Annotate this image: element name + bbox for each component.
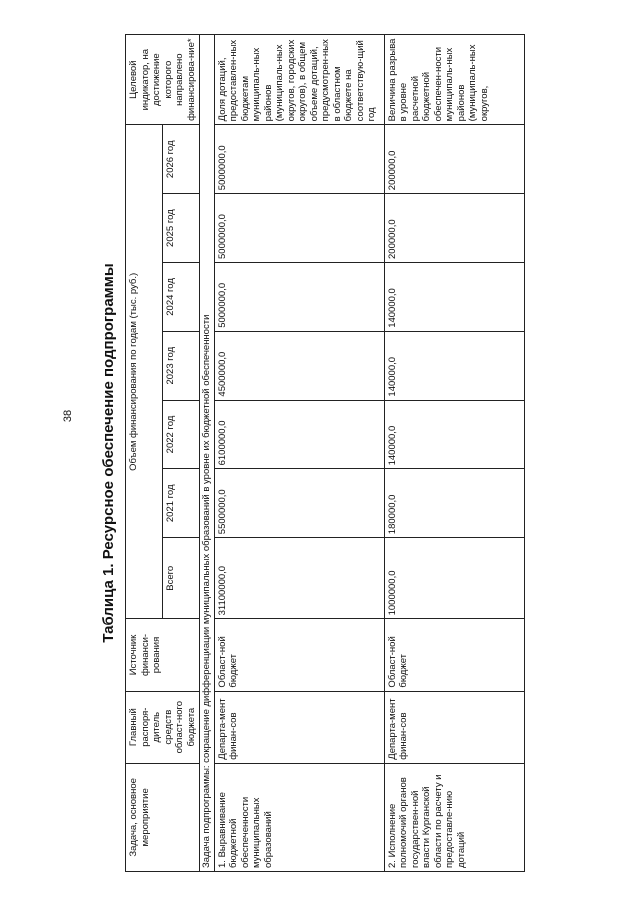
task-cell <box>214 763 384 871</box>
indicator-cell: Доля дотаций, предоставлен-ных бюджетам муниципаль-ных районов (муниципаль-ных округов, городских округов), в общем объеме дотаций, предусмотрен-ных в областном бюджете на соответствую-щий год <box>214 35 384 125</box>
table-title: Таблица 1. Ресурсное обеспечение подпрограммы <box>100 263 117 643</box>
total-cell: 31100000,0 <box>214 538 384 619</box>
header-volume: Объем финансирования по годам (тыс. руб.) <box>126 125 163 619</box>
row-number: 2. <box>386 860 398 868</box>
table-row <box>384 35 524 872</box>
row-number: 1. <box>216 860 228 868</box>
row-name: Выравнивание бюджетной обеспеченности муниципальных образований <box>216 792 274 868</box>
header-year: 2023 год <box>163 331 200 400</box>
header-year: 2025 год <box>163 194 200 263</box>
row-name: Исполнение полномочий органов государствен-ной власти Курганской области по расчету и предоставле-нию дотаций <box>386 774 467 868</box>
header-year: 2024 год <box>163 263 200 332</box>
header-year: 2026 год <box>163 125 200 194</box>
year-cell: 6100000,0 <box>214 400 384 469</box>
manager-cell: Департа-мент финан-сов <box>384 691 524 763</box>
year-cell: 140000,0 <box>384 331 524 400</box>
year-cell: 5000000,0 <box>214 194 384 263</box>
rotated-page-content <box>97 34 536 872</box>
year-cell: 5000000,0 <box>214 125 384 194</box>
header-indicator: Целевой индикатор, на достижение которого направлено финансирова-ние* <box>126 35 200 125</box>
year-cell: 5500000,0 <box>214 469 384 538</box>
source-cell: Област-ной бюджет <box>214 619 384 691</box>
year-cell: 5000000,0 <box>214 263 384 332</box>
source-cell: Област-ной бюджет <box>384 619 524 691</box>
header-task: Задача, основное мероприятие <box>126 763 200 871</box>
year-cell: 200000,0 <box>384 194 524 263</box>
year-cell: 140000,0 <box>384 263 524 332</box>
year-cell: 200000,0 <box>384 125 524 194</box>
page-number: 38 <box>62 409 74 423</box>
header-manager: Главный распоря-дитель средств област-ного бюджета <box>126 691 200 763</box>
header-source: Источник финанси-рования <box>126 619 200 691</box>
indicator-cell: Величина разрыва в уровне расчетной бюджетной обеспечен-ности муниципаль-ных районов (муниципаль-ных округов, <box>384 35 524 125</box>
task-text: Задача подпрограммы: сокращение дифференциации муниципальных образований в уровне их бюджетной обеспеченности <box>200 35 215 872</box>
header-row-1 <box>126 35 163 872</box>
year-cell: 4500000,0 <box>214 331 384 400</box>
total-cell: 1000000,0 <box>384 538 524 619</box>
header-year: 2022 год <box>163 400 200 469</box>
header-total: Всего <box>163 538 200 619</box>
resource-table <box>125 34 525 872</box>
header-year: 2021 год <box>163 469 200 538</box>
manager-cell: Департа-мент финан-сов <box>214 691 384 763</box>
table-row <box>214 35 384 872</box>
year-cell: 180000,0 <box>384 469 524 538</box>
task-cell <box>384 763 524 871</box>
year-cell: 140000,0 <box>384 400 524 469</box>
task-row <box>200 35 215 872</box>
